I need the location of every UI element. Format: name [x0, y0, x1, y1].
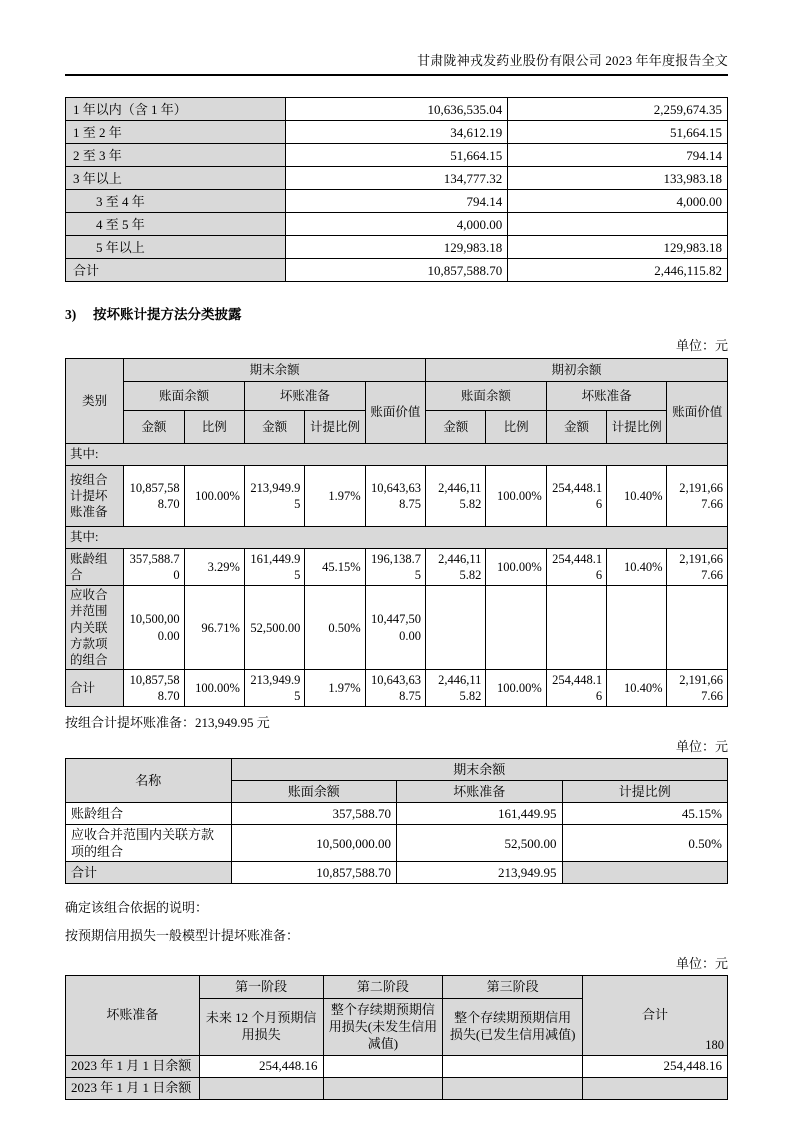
amount-cell: 254,448.16: [546, 549, 606, 586]
ratio-cell: 3.29%: [184, 549, 244, 586]
among-row: [66, 444, 728, 466]
provision-ratio-header: 计提比例: [607, 411, 667, 444]
unit-label: 单位：元: [675, 338, 728, 353]
book-balance-header: 账面余额: [124, 382, 245, 411]
amount-cell: [546, 586, 606, 670]
total-cell: [582, 1078, 727, 1100]
table-row: [66, 1056, 728, 1078]
book-value-cell: 2,191,667.66: [667, 670, 728, 707]
category-label: 按组合计提坏账准备: [66, 466, 124, 527]
aging-label: 2 至 3 年: [66, 144, 286, 167]
ending-balance-cell: 794.14: [285, 190, 507, 213]
amount-cell: 254,448.16: [546, 466, 606, 527]
total-cell: 254,448.16: [582, 1056, 727, 1078]
book-balance-cell: 10,857,588.70: [231, 862, 397, 884]
aging-label: 1 年以内（含 1 年）: [66, 98, 286, 121]
provision-ratio-cell: 10.40%: [607, 466, 667, 527]
beginning-balance-cell: 129,983.18: [508, 236, 728, 259]
amount-cell: 357,588.70: [124, 549, 184, 586]
amount-cell: 2,446,115.82: [426, 670, 486, 707]
aging-label: 3 至 4 年: [66, 190, 286, 213]
bad-debt-header: 坏账准备: [397, 781, 563, 803]
provision-method-table: [65, 358, 728, 707]
header-row: [66, 759, 728, 781]
ending-balance-cell: 10,636,535.04: [285, 98, 507, 121]
table-row: [66, 803, 728, 825]
provision-ratio-cell: 0.50%: [305, 586, 365, 670]
stage1-cell: [199, 1078, 323, 1100]
amount-header: 金额: [546, 411, 606, 444]
category-label: 应收合并范围内关联方款项的组合: [66, 586, 124, 670]
book-balance-cell: 357,588.70: [231, 803, 397, 825]
provision-ratio-cell: 1.97%: [305, 670, 365, 707]
ending-balance-cell: 4,000.00: [285, 213, 507, 236]
total-header: 合计: [582, 976, 727, 1056]
stage2-cell: [323, 1056, 443, 1078]
ratio-header: 比例: [184, 411, 244, 444]
amount-header: 金额: [244, 411, 304, 444]
ratio-cell: 100.00%: [486, 466, 546, 527]
book-value-cell: 10,447,500.00: [365, 586, 425, 670]
amount-cell: 254,448.16: [546, 670, 606, 707]
beginning-balance-cell: 133,983.18: [508, 167, 728, 190]
amount-cell: [426, 586, 486, 670]
amount-cell: 2,446,115.82: [426, 466, 486, 527]
table-row: [66, 549, 728, 586]
among-row: [66, 527, 728, 549]
book-value-cell: 10,643,638.75: [365, 670, 425, 707]
stage2-subheader: 整个存续期预期信用损失(未发生信用减值): [323, 999, 443, 1056]
unit-label: 单位：元: [675, 956, 728, 972]
ending-balance-cell: 34,612.19: [285, 121, 507, 144]
stage3-cell: [443, 1056, 583, 1078]
stage3-subheader: 整个存续期预期信用损失(已发生信用减值): [443, 999, 583, 1056]
ending-balance-cell: 51,664.15: [285, 144, 507, 167]
aging-analysis-table: [65, 97, 728, 282]
provision-ratio-cell: 45.15%: [305, 549, 365, 586]
provision-ratio-cell: 1.97%: [305, 466, 365, 527]
ratio-header: 比例: [486, 411, 546, 444]
ratio-cell: 100.00%: [184, 466, 244, 527]
table-row: [66, 213, 728, 236]
book-balance-header: 账面余额: [231, 781, 397, 803]
aging-label: 3 年以上: [66, 167, 286, 190]
book-value-cell: 2,191,667.66: [667, 466, 728, 527]
beginning-balance-cell: 51,664.15: [508, 121, 728, 144]
total-row: [66, 259, 728, 282]
table-row: [66, 121, 728, 144]
amount-cell: 213,949.95: [244, 466, 304, 527]
amount-cell: 161,449.95: [244, 549, 304, 586]
among-label: 其中:: [66, 527, 728, 549]
bad-debt-cell: 213,949.95: [397, 862, 563, 884]
beginning-balance-cell: 2,446,115.82: [508, 259, 728, 282]
table-row: [66, 586, 728, 670]
name-header: 名称: [66, 759, 232, 803]
stage3-header: 第三阶段: [443, 976, 583, 999]
amount-cell: 213,949.95: [244, 670, 304, 707]
combo-provision-note: 按组合计提坏账准备：213,949.95 元: [65, 715, 270, 731]
name-label: 应收合并范围内关联方款项的组合: [66, 825, 232, 862]
amount-cell: 10,857,588.70: [124, 670, 184, 707]
provision-ratio-cell: 0.50%: [562, 825, 728, 862]
book-value-header: 账面价值: [667, 382, 728, 444]
amount-header: 金额: [426, 411, 486, 444]
provision-ratio-header: 计提比例: [562, 781, 728, 803]
header-divider: [65, 74, 728, 76]
beginning-balance-cell: 4,000.00: [508, 190, 728, 213]
book-balance-cell: 10,500,000.00: [231, 825, 397, 862]
book-value-cell: 196,138.75: [365, 549, 425, 586]
provision-ratio-cell: 10.40%: [607, 549, 667, 586]
category-label: 账龄组合: [66, 549, 124, 586]
table-row: [66, 167, 728, 190]
stage1-header: 第一阶段: [199, 976, 323, 999]
total-row: [66, 862, 728, 884]
category-header: 类别: [66, 359, 124, 444]
aging-label: 1 至 2 年: [66, 121, 286, 144]
provision-ratio-header: 计提比例: [305, 411, 365, 444]
book-value-cell: [667, 586, 728, 670]
section-title: 按坏账计提方法分类披露: [93, 307, 242, 322]
table-row: [66, 144, 728, 167]
amount-cell: 52,500.00: [244, 586, 304, 670]
beginning-balance-cell: 794.14: [508, 144, 728, 167]
section-number: 3): [65, 307, 77, 322]
amount-cell: 10,857,588.70: [124, 466, 184, 527]
bad-debt-header: 坏账准备: [244, 382, 365, 411]
bad-debt-header: 坏账准备: [546, 382, 667, 411]
ending-balance-cell: 10,857,588.70: [285, 259, 507, 282]
provision-ratio-cell: [562, 862, 728, 884]
row-label: 2023 年 1 月 1 日余额: [66, 1056, 200, 1078]
stage3-cell: [443, 1078, 583, 1100]
aging-label: 4 至 5 年: [66, 213, 286, 236]
aging-label: 5 年以上: [66, 236, 286, 259]
table-row: [66, 190, 728, 213]
beginning-balance-cell: 2,259,674.35: [508, 98, 728, 121]
ending-balance-cell: 134,777.32: [285, 167, 507, 190]
total-label: 合计: [66, 862, 232, 884]
provision-ratio-cell: [607, 586, 667, 670]
ending-balance-cell: 129,983.18: [285, 236, 507, 259]
page-content: [65, 0, 728, 1100]
ending-balance-header: 期末余额: [231, 759, 728, 781]
portfolio-table: [65, 758, 728, 884]
ratio-cell: 100.00%: [184, 670, 244, 707]
beginning-balance-header: 期初余额: [426, 359, 728, 382]
table-row: [66, 236, 728, 259]
book-value-cell: 10,643,638.75: [365, 466, 425, 527]
stage2-header: 第二阶段: [323, 976, 443, 999]
book-balance-header: 账面余额: [426, 382, 547, 411]
ratio-cell: [486, 586, 546, 670]
unit-label: 单位：元: [675, 739, 728, 755]
book-value-header: 账面价值: [365, 382, 425, 444]
ratio-cell: 96.71%: [184, 586, 244, 670]
table-row: [66, 466, 728, 527]
header-row: [66, 359, 728, 382]
among-label: 其中:: [66, 444, 728, 466]
ratio-cell: 100.00%: [486, 670, 546, 707]
table-row: [66, 825, 728, 862]
total-label: 合计: [66, 259, 286, 282]
amount-cell: 2,446,115.82: [426, 549, 486, 586]
stage2-cell: [323, 1078, 443, 1100]
bad-debt-header: 坏账准备: [66, 976, 200, 1056]
ending-balance-header: 期末余额: [124, 359, 426, 382]
basis-note: 确定该组合依据的说明：: [65, 900, 209, 916]
document-header-title: 甘肃陇神戎发药业股份有限公司 2023 年年度报告全文: [417, 53, 728, 68]
table-row: [66, 1078, 728, 1100]
table-row: [66, 98, 728, 121]
book-value-cell: 2,191,667.66: [667, 549, 728, 586]
stage1-cell: 254,448.16: [199, 1056, 323, 1078]
ecl-stages-table: [65, 975, 728, 1100]
header-row: [66, 382, 728, 411]
ecl-model-note: 按预期信用损失一般模型计提坏账准备：: [65, 928, 300, 944]
provision-ratio-cell: 45.15%: [562, 803, 728, 825]
total-label: 合计: [66, 670, 124, 707]
bad-debt-cell: 161,449.95: [397, 803, 563, 825]
total-row: [66, 670, 728, 707]
amount-cell: 10,500,000.00: [124, 586, 184, 670]
name-label: 账龄组合: [66, 803, 232, 825]
provision-ratio-cell: 10.40%: [607, 670, 667, 707]
stage1-subheader: 未来 12 个月预期信用损失: [199, 999, 323, 1056]
beginning-balance-cell: [508, 213, 728, 236]
page-number: 180: [705, 1038, 724, 1052]
section-heading: [65, 303, 728, 323]
row-label: 2023 年 1 月 1 日余额: [66, 1078, 200, 1100]
bad-debt-cell: 52,500.00: [397, 825, 563, 862]
amount-header: 金额: [124, 411, 184, 444]
ratio-cell: 100.00%: [486, 549, 546, 586]
header-row: [66, 976, 728, 999]
